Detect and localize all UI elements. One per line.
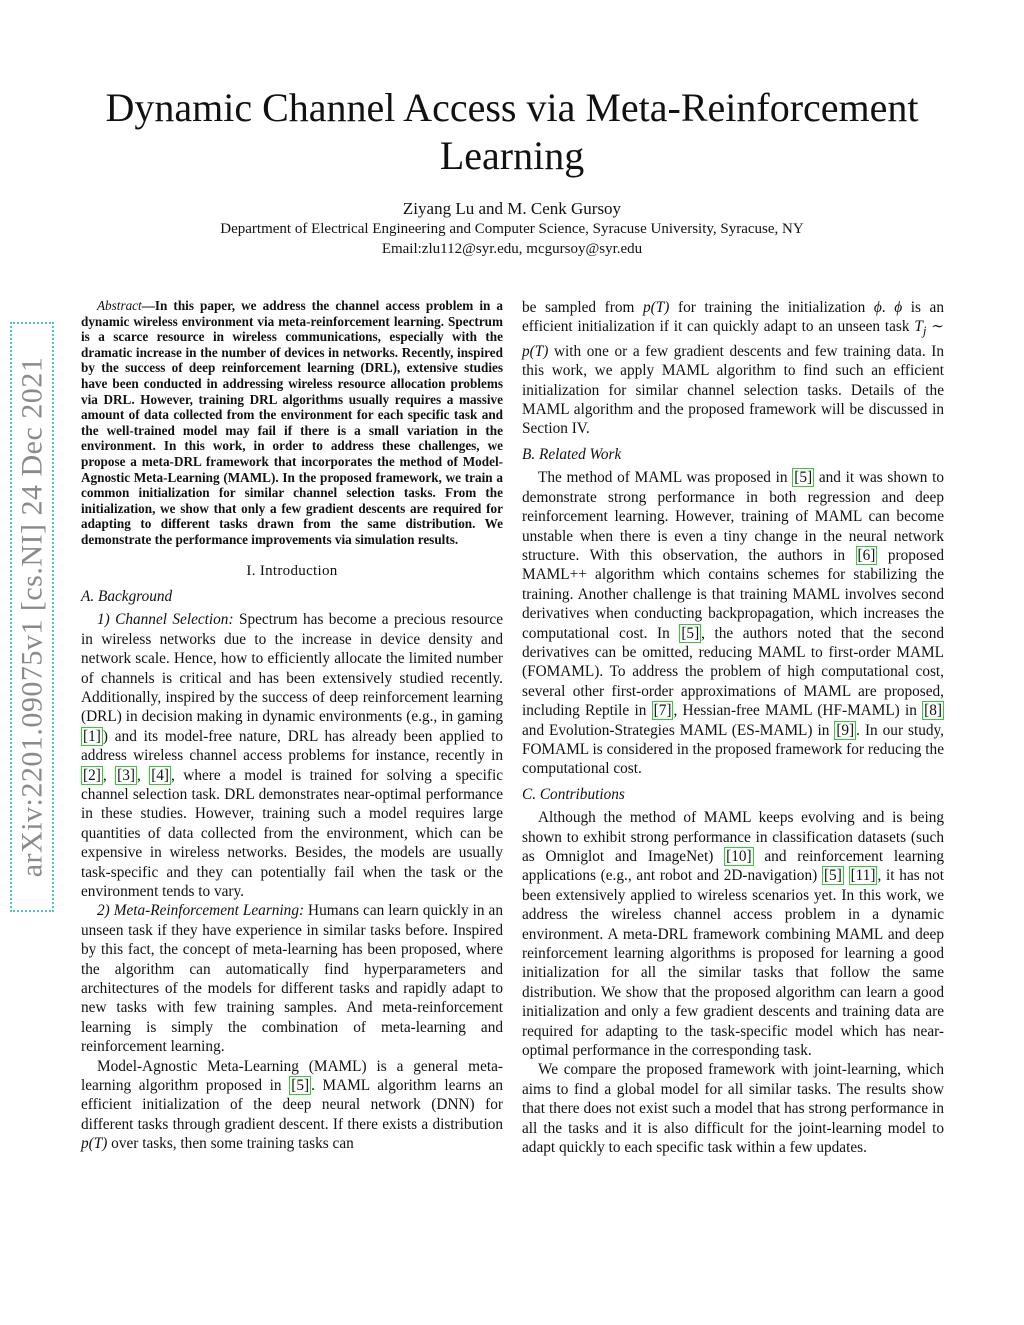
citation-link[interactable]: [3] xyxy=(117,766,135,784)
paper-title: Dynamic Channel Access via Meta-Reinforcement Learning xyxy=(105,85,919,178)
text-run: . In our study, FOMAML is considered in the proposed framework for reducing the computational cost. xyxy=(522,721,944,778)
text-run: be sampled from xyxy=(522,299,643,316)
citation-link[interactable]: [5] xyxy=(291,1077,310,1095)
authors: Ziyang Lu and M. Cenk Gursoy xyxy=(402,199,622,218)
text-run: Although the method of MAML keeps evolving and is being shown to exhibit strong performance in classification datasets (such as Omniglot and ImageNet) xyxy=(522,809,944,866)
text-run: . xyxy=(881,299,895,316)
text-run: proposed MAML++ algorithm which contains schemes for stabilizing the training. Another challenge is that training MAML involves second derivatives when conducting backpropagation, which increases the computational cost. In xyxy=(522,546,944,642)
abstract-label: Abstract xyxy=(97,298,142,313)
text-run: with one or a few gradient descents and few training data. In this work, we apply MAML algorithm to find such an efficient initialization for similar channel selection tasks. Details of the MAML algorithm and the proposed framework will be discussed in Section IV. xyxy=(522,342,944,438)
citation-link[interactable]: [7] xyxy=(653,702,672,720)
subsection-a-heading: A. Background xyxy=(81,587,173,605)
arxiv-stamp xyxy=(10,322,54,912)
email: Email:zlu112@syr.edu, mcgursoy@syr.edu xyxy=(381,241,643,257)
text-run: Spectrum has become a precious resource in wireless networks due to the increase in device density and network scale. Hence, how to efficiently allocate the limited number of channels is critical and has been extensively studied recently. Additionally, inspired by the success of deep reinforcement learning (DRL) in decision making in dynamic environments (e.g., in gaming xyxy=(81,611,503,726)
citation-link[interactable]: [10] xyxy=(726,848,752,866)
math-pT: p(T) xyxy=(643,299,670,316)
math-phi: ϕ xyxy=(873,299,882,316)
right-column xyxy=(522,298,944,1158)
text-run: , where a model is trained for solving a specific channel selection task. DRL demonstrates near-optimal performance in these studies. However, training such a model requires large quantities of data collected from the environment, which can be expensive in wireless networks. Besides, the models are usually task-specific and they can potentially fail when the task or the environment tends to vary. xyxy=(81,766,503,900)
paragraph-related-work xyxy=(522,468,944,779)
text-run: is an efficient initialization if it can quickly adapt to an unseen task xyxy=(522,299,944,336)
text-run: , xyxy=(102,766,116,784)
para-head: 2) Meta-Reinforcement Learning: xyxy=(97,902,305,920)
text-run: The method of MAML was proposed in xyxy=(538,469,793,487)
text-run: over tasks, then some training tasks can xyxy=(107,1135,354,1153)
paragraph-meta-rl xyxy=(81,901,503,1056)
text-run: , Hessian-free MAML (HF-MAML) in xyxy=(673,702,923,720)
citation-link[interactable]: [1] xyxy=(83,727,101,745)
citation-link[interactable]: [5] xyxy=(681,624,700,642)
text-run: , the authors noted that the second derivatives can be omitted, reducing MAML to first-order MAML (FOMAML). To address the problem of high computational cost, several other first-order approximations of MAML are proposed, including Reptile in xyxy=(522,624,944,720)
citation-link[interactable]: [11] xyxy=(850,867,876,885)
text-run: and it was shown to demonstrate strong performance in both regression and deep reinforcement learning. However, training of MAML can become unstable when there is even a tiny change in the neural network structure. With this observation, the authors in xyxy=(522,469,944,564)
paragraph-maml xyxy=(81,1057,503,1154)
citation-link[interactable]: [5] xyxy=(823,867,842,885)
citation-link[interactable]: [9] xyxy=(836,721,855,739)
text-run: and reinforcement learning applications (e.g., ant robot and 2D-navigation) xyxy=(522,848,944,885)
math-task-sub: j xyxy=(922,324,927,339)
citation-link[interactable]: [5] xyxy=(794,469,813,487)
section-heading: I. Introduction xyxy=(246,562,338,579)
text-run: for training the initialization xyxy=(669,299,874,316)
subsection-c-heading: C. Contributions xyxy=(522,785,625,803)
paragraph-comparison: We compare the proposed framework with joint-learning, which aims to find a global model for all similar tasks. The results show that there does not exist such a model that has strong performance in all the tasks and it is also difficult for the joint-learning model to adapt quickly to each specific task within a few updates. xyxy=(522,1061,944,1157)
text-run xyxy=(844,867,849,884)
paragraph-continued xyxy=(522,298,944,439)
text-run: Model-Agnostic Meta-Learning (MAML) is a general meta-learning algorithm proposed in xyxy=(81,1057,503,1095)
subsection-b-heading: B. Related Work xyxy=(522,445,622,463)
math-pT: p(T) xyxy=(81,1135,108,1153)
text-run: , xyxy=(136,766,150,784)
citation-link[interactable]: [8] xyxy=(924,702,942,720)
citation-link[interactable]: [4] xyxy=(151,766,170,784)
paragraph-contributions xyxy=(522,808,944,1060)
abstract-text: —In this paper, we address the channel access problem in a dynamic wireless environment via meta-reinforcement learning. Spectrum is a scarce resource in wireless communications, especially with the dramatic increase in the number of devices in networks. Recently, inspired by the success of deep reinforcement learning (DRL), extensive studies have been conducted in addressing wireless resource allocation problems via DRL. However, training DRL algorithms usually requires a massive amount of data collected from the environment for each specific task and the well-trained model may fail if there is a small variation in the environment. In this work, in order to address these challenges, we propose a meta-DRL framework that incorporates the method of Model-Agnostic Meta-Learning (MAML). In the proposed framework, we train a common initialization for similar channel selection tasks. From the initialization, we show that only a few gradient descents are required for adapting to different tasks drawn from the same distribution. We demonstrate the performance improvements via simulation results. xyxy=(81,298,503,547)
text-run: ) and its model-free nature, DRL has already been applied to address wireless channel access problems for instance, recently in xyxy=(81,727,503,765)
text-run: and Evolution-Strategies MAML (ES-MAML) in xyxy=(522,721,835,739)
math-pT: p(T) xyxy=(522,342,549,360)
math-task: T xyxy=(914,318,923,336)
arxiv-stamp-text: arXiv:2201.09075v1 [cs.NI] 24 Dec 2021 xyxy=(15,356,48,878)
text-run: Humans can learn quickly in an unseen task if they have experience in similar tasks before. Inspired by this fact, the concept of meta-learning has been proposed, where the algorithm can automatically find hyperparameters and architectures of the models for different tasks and rapidly adapt to new tasks with few training samples. And meta-reinforcement learning is simply the combination of meta-learning and reinforcement learning. xyxy=(81,902,503,1056)
math-phi: ϕ xyxy=(894,299,903,316)
text-run: , it has not been extensively applied to wireless scenarios yet. In this work, we address the wireless channel access problem in a dynamic environment. A meta-DRL framework combining MAML and deep reinforcement learning algorithms is proposed for learning a good initialization for all the similar tasks that follow the same distribution. We show that the proposed algorithm can learn a good initialization and only a few gradient descents and training data are required for adapting to the task-specific model which has near-optimal performance in the corresponding task. xyxy=(522,867,944,1060)
text-run: . MAML algorithm learns an efficient initialization of the deep neural network (DNN) for different tasks through gradient descent. If there exists a distribution xyxy=(81,1077,503,1133)
affiliation: Department of Electrical Engineering and Computer Science, Syracuse University, Syracuse, NY xyxy=(220,221,804,237)
paragraph-channel-selection xyxy=(81,610,503,901)
para-head: 1) Channel Selection: xyxy=(97,611,234,629)
left-column xyxy=(81,298,503,1154)
abstract xyxy=(81,298,503,548)
citation-link[interactable]: [2] xyxy=(83,766,101,784)
citation-link[interactable]: [6] xyxy=(857,546,876,564)
math-sim: ∼ xyxy=(926,318,944,336)
